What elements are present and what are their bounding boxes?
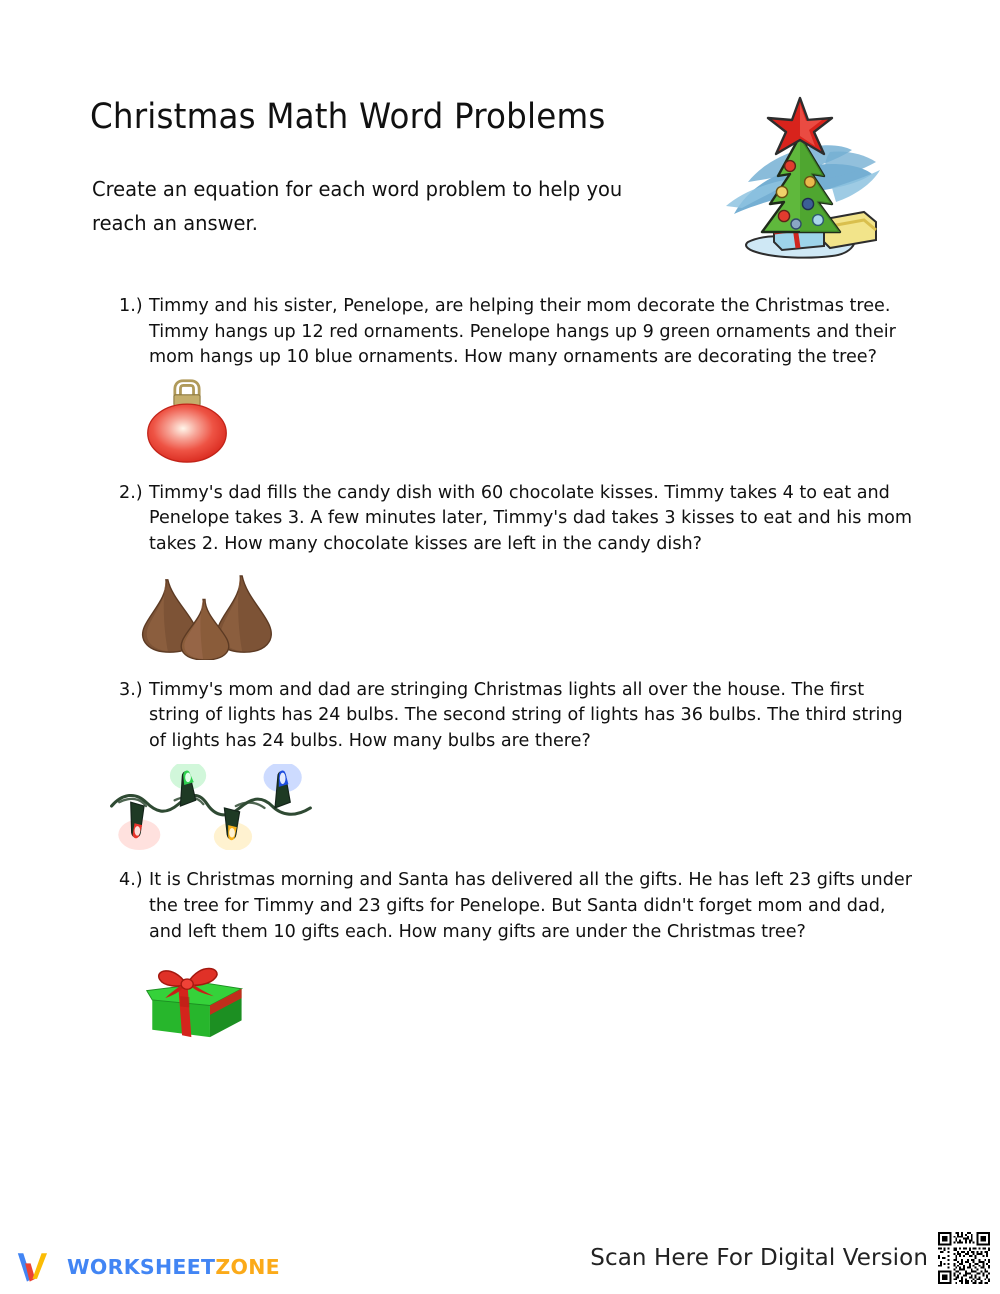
problem-number: 1.) [119, 296, 143, 316]
christmas-tree-icon [712, 92, 892, 272]
page-footer [0, 1220, 1000, 1294]
brand-wordmark [67, 1254, 280, 1279]
problem-item [119, 868, 919, 1045]
qr-code-icon[interactable] [936, 1230, 992, 1286]
problem-text: Timmy's mom and dad are stringing Christmas lights all over the house. The first string of lights has 24 bulbs. The second string of lights has 36 bulbs. The third string of lights has 24 bulbs. How many bulbs are there? [149, 679, 903, 751]
chocolate-kisses-icon [127, 572, 919, 660]
scan-instruction-text: Scan Here For Digital Version [590, 1245, 928, 1271]
page-subtitle: Create an equation for each word problem to help you reach an answer. [92, 177, 623, 235]
problem-item [119, 481, 919, 660]
problem-number: 3.) [119, 679, 143, 700]
worksheet-zone-logo[interactable] [16, 1250, 280, 1284]
scan-qr-block[interactable] [590, 1230, 992, 1286]
problem-list [119, 294, 919, 1045]
problem-item [119, 294, 919, 463]
ornament-icon [137, 377, 919, 463]
gift-box-icon [141, 959, 919, 1045]
brand-text-zone: ZONE [215, 1254, 280, 1279]
christmas-lights-icon [103, 764, 919, 850]
problem-text: Timmy and his sister, Penelope, are helping their mom decorate the Christmas tree. Timmy hangs up 12 red ornaments. Penelope hangs up 9 green ornaments and their mom hangs up 10 blue ornaments. How many ornaments are decorating the tree? [149, 296, 896, 368]
w-logo-icon [16, 1250, 58, 1284]
page-title: Christmas Math Word Problems [90, 97, 606, 137]
problem-number: 2.) [119, 482, 143, 503]
problem-text: It is Christmas morning and Santa has delivered all the gifts. He has left 23 gifts under the tree for Timmy and 23 gifts for Penelope. But Santa didn't forget mom and dad, and left them 10 gifts each. How many gifts are under the Christmas tree? [149, 870, 912, 942]
problem-text: Timmy's dad fills the candy dish with 60 chocolate kisses. Timmy takes 4 to eat and Penelope takes 3. A few minutes later, Timmy's dad takes 3 kisses to eat and his mom takes 2. How many chocolate kisses are left in the candy dish? [149, 482, 913, 554]
brand-text-worksheet: WORKSHEET [67, 1254, 216, 1279]
problem-number: 4.) [119, 870, 143, 891]
problem-item [119, 678, 919, 851]
